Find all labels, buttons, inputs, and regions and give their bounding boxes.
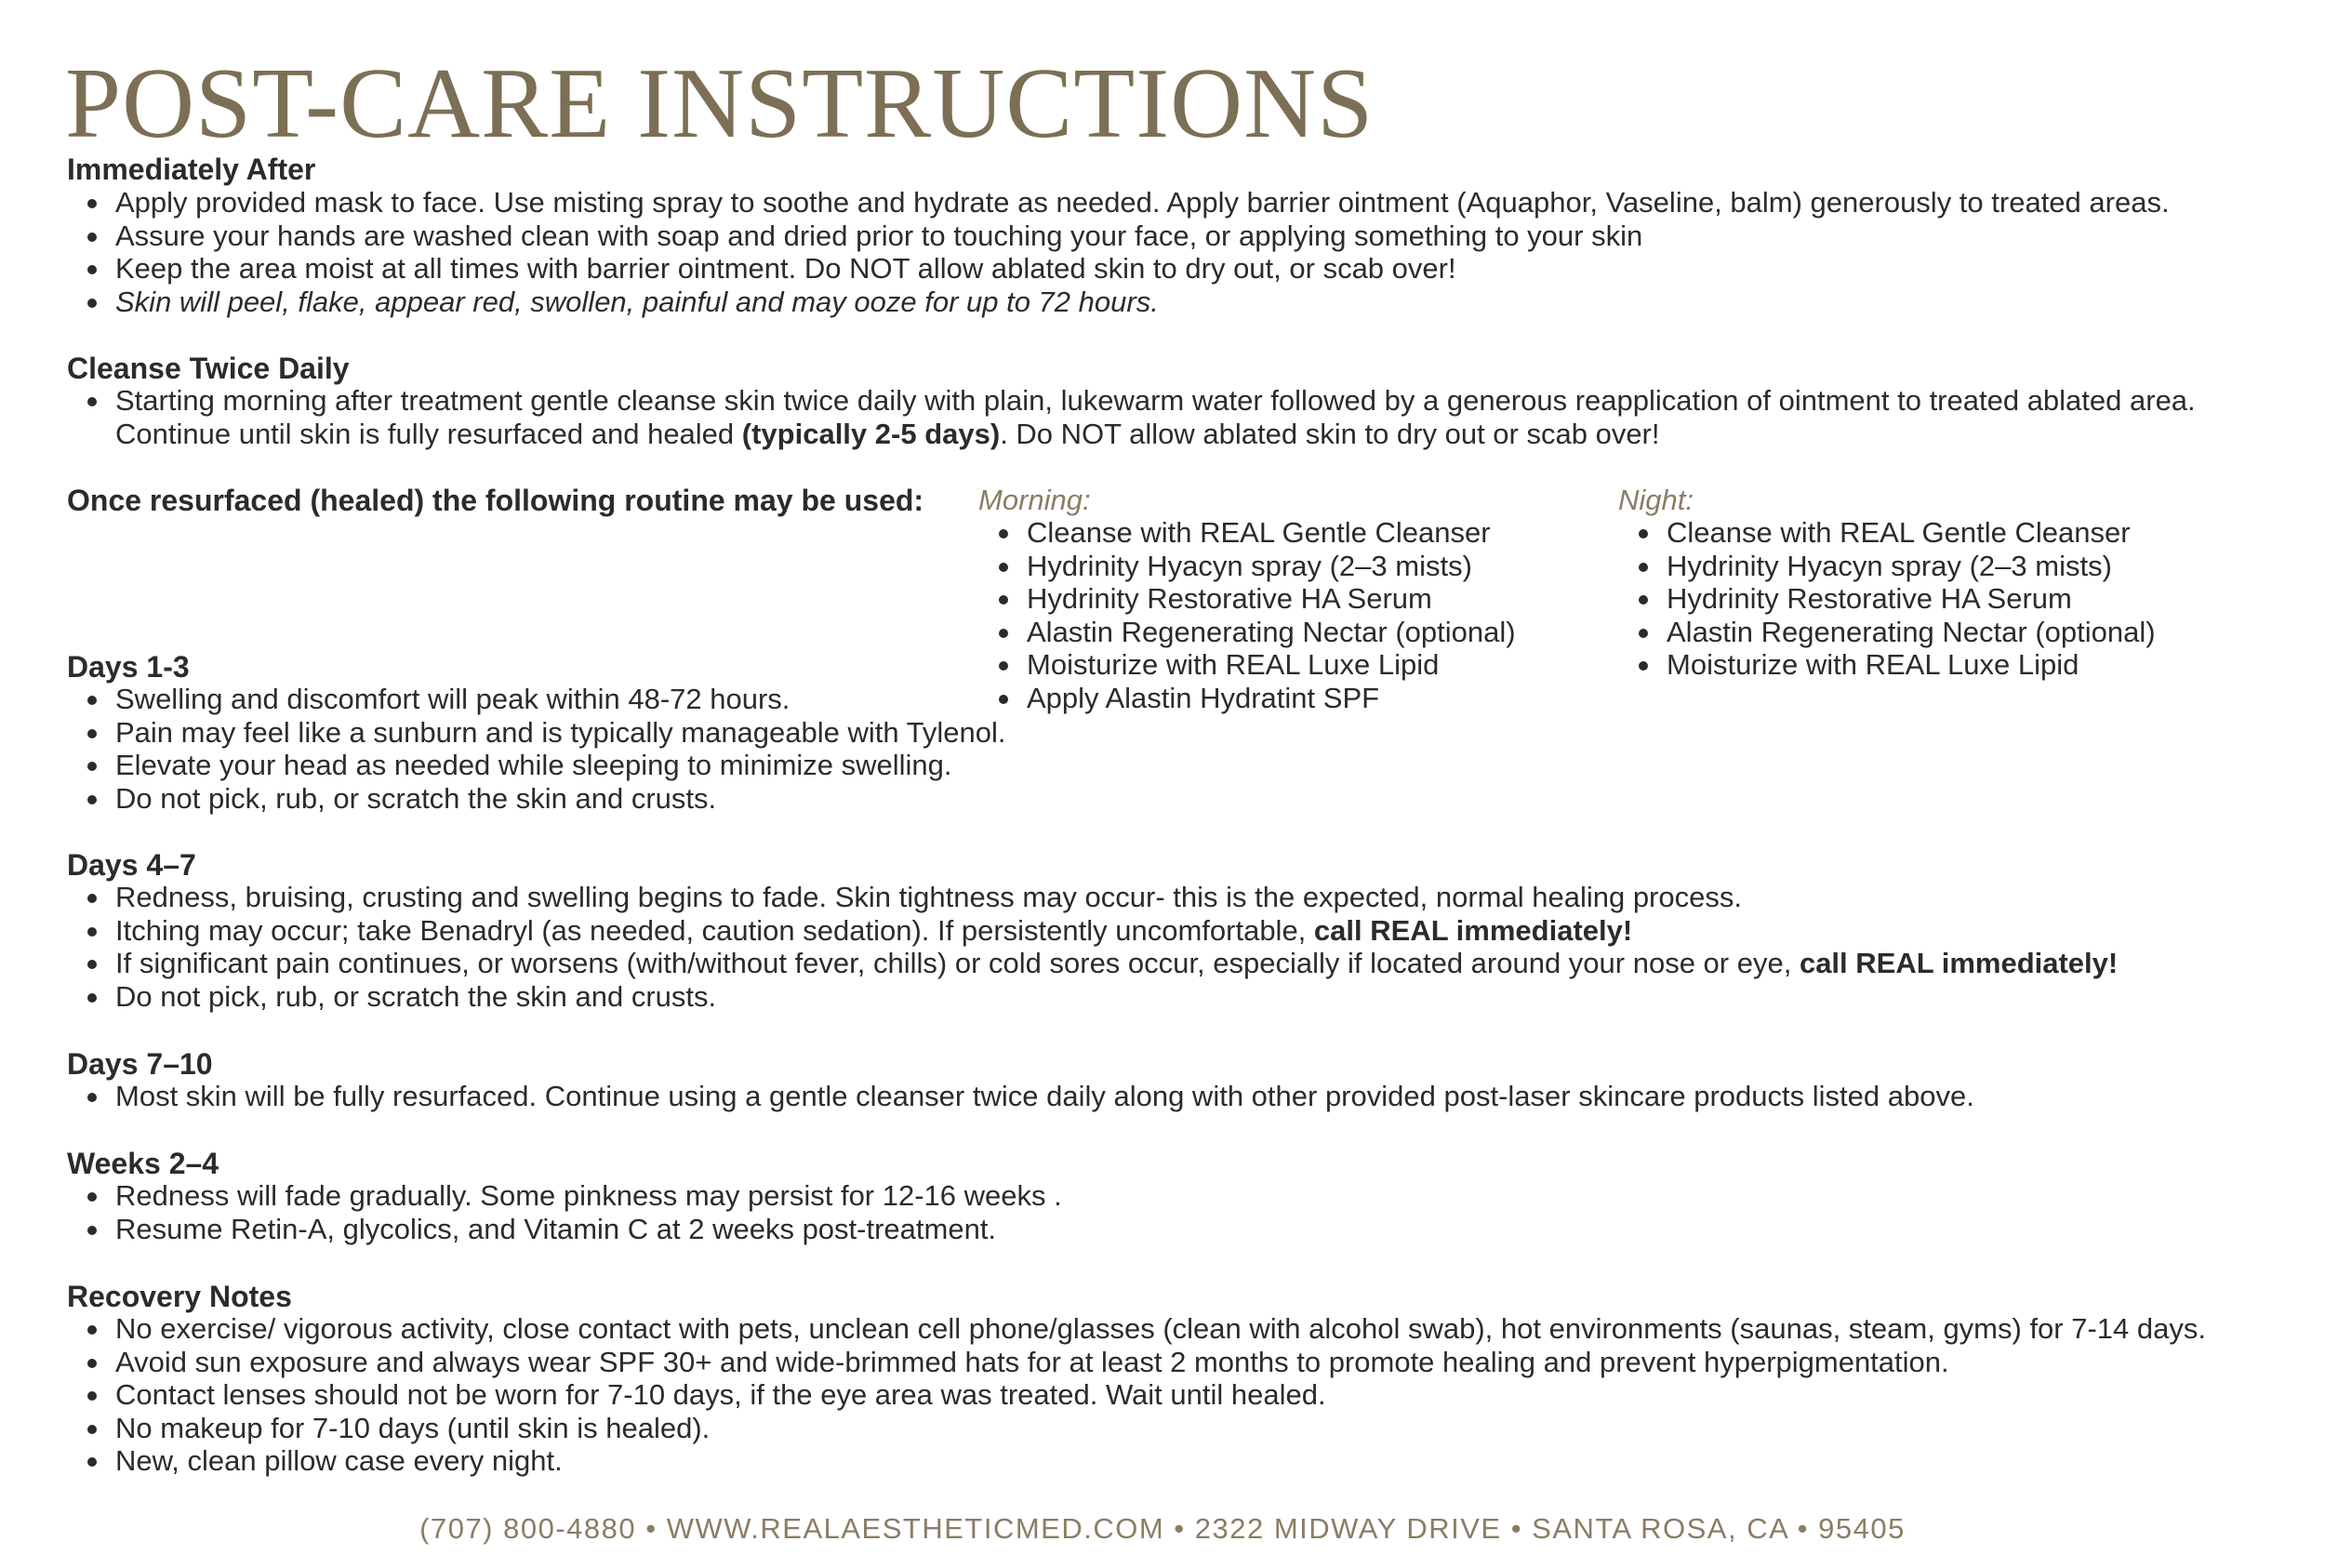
list-item: Hydrinity Restorative HA Serum bbox=[978, 582, 1516, 616]
list-item: Apply provided mask to face. Use misting spray to soothe and hydrate as needed. Apply barrier ointment (Aquaphor, Vaseline, balm) generously to treated areas. bbox=[67, 186, 2280, 219]
list-item: Hydrinity Restorative HA Serum bbox=[1618, 582, 2156, 616]
list-item bbox=[67, 384, 2292, 450]
list-item: Redness, bruising, crusting and swelling begins to fade. Skin tightness may occur- this is the expected, normal healing process. bbox=[67, 881, 2280, 914]
list-item: Resume Retin-A, glycolics, and Vitamin C at 2 weeks post-treatment. bbox=[67, 1213, 2280, 1246]
section-heading-recovery-notes: Recovery Notes bbox=[67, 1280, 292, 1313]
list-item: Skin will peel, flake, appear red, swollen, painful and may ooze for up to 72 hours. bbox=[67, 286, 2280, 319]
list-item: Assure your hands are washed clean with soap and dried prior to touching your face, or applying something to your skin bbox=[67, 219, 2280, 253]
list-item: Cleanse with REAL Gentle Cleanser bbox=[1618, 516, 2156, 550]
cleanse-text-part2: . Do NOT allow ablated skin to dry out or scab over! bbox=[1000, 417, 1660, 450]
section-heading-days-4-7: Days 4–7 bbox=[67, 848, 196, 882]
list-item: Do not pick, rub, or scratch the skin and crusts. bbox=[67, 782, 2280, 816]
days-4-7-list bbox=[67, 881, 2280, 1013]
list-item: Alastin Regenerating Nectar (optional) bbox=[1618, 616, 2156, 649]
section-heading-days-7-10: Days 7–10 bbox=[67, 1047, 213, 1081]
list-item: No exercise/ vigorous activity, close contact with pets, unclean cell phone/glasses (clean with alcohol swab), hot environments (saunas, steam, gyms) for 7-14 days. bbox=[67, 1312, 2280, 1346]
list-item: Redness will fade gradually. Some pinkness may persist for 12-16 weeks . bbox=[67, 1179, 2280, 1213]
contact-footer: (707) 800-4880 • WWW.REALAESTHETICMED.COM • 2322 MIDWAY DRIVE • SANTA ROSA, CA • 95405 bbox=[419, 1512, 1906, 1545]
pain-text: If significant pain continues, or worsens (with/without fever, chills) or cold sores occur, especially if located around your nose or eye, bbox=[115, 947, 1800, 979]
list-item: No makeup for 7-10 days (until skin is healed). bbox=[67, 1412, 2280, 1445]
list-item: Hydrinity Hyacyn spray (2–3 mists) bbox=[1618, 550, 2156, 583]
section-heading-routine: Once resurfaced (healed) the following routine may be used: bbox=[67, 484, 924, 517]
list-item: New, clean pillow case every night. bbox=[67, 1444, 2280, 1478]
list-item: Avoid sun exposure and always wear SPF 30+ and wide-brimmed hats for at least 2 months to promote healing and prevent hyperpigmentation. bbox=[67, 1346, 2280, 1379]
page-title: POST-CARE INSTRUCTIONS bbox=[65, 48, 1375, 159]
cleanse-list bbox=[67, 384, 2280, 450]
night-label: Night: bbox=[1618, 484, 1694, 516]
list-item: Hydrinity Hyacyn spray (2–3 mists) bbox=[978, 550, 1516, 583]
recovery-notes-list bbox=[67, 1312, 2280, 1478]
night-routine-list bbox=[1618, 516, 2156, 682]
section-heading-weeks-2-4: Weeks 2–4 bbox=[67, 1147, 219, 1180]
list-item: Elevate your head as needed while sleeping to minimize swelling. bbox=[67, 749, 2280, 782]
cleanse-text-bold: (typically 2-5 days) bbox=[741, 417, 1001, 450]
call-real-emphasis: call REAL immediately! bbox=[1313, 913, 1633, 947]
list-item bbox=[67, 947, 2280, 980]
section-heading-immediately-after: Immediately After bbox=[67, 153, 316, 186]
section-heading-days-1-3: Days 1-3 bbox=[67, 650, 190, 684]
list-item: Pain may feel like a sunburn and is typically manageable with Tylenol. bbox=[67, 716, 2280, 750]
immediately-after-list bbox=[67, 186, 2280, 318]
section-heading-cleanse-twice-daily: Cleanse Twice Daily bbox=[67, 352, 350, 385]
list-item: Apply Alastin Hydratint SPF bbox=[978, 682, 1516, 715]
list-item: Moisturize with REAL Luxe Lipid bbox=[978, 648, 1516, 682]
days-1-3-list bbox=[67, 683, 2280, 815]
list-item: Alastin Regenerating Nectar (optional) bbox=[978, 616, 1516, 649]
list-item: Cleanse with REAL Gentle Cleanser bbox=[978, 516, 1516, 550]
weeks-2-4-list bbox=[67, 1179, 2280, 1245]
list-item bbox=[67, 914, 2280, 948]
list-item: Swelling and discomfort will peak within 48-72 hours. bbox=[67, 683, 2280, 716]
cleanse-text-part1: Starting morning after treatment gentle cleanse skin twice daily with plain, lukewarm water followed by a generous reapplication of ointment to treated ablated area. Continue until skin is fully resurfaced and healed bbox=[115, 384, 2196, 450]
list-item: Keep the area moist at all times with barrier ointment. Do NOT allow ablated skin to dry out, or scab over! bbox=[67, 252, 2280, 286]
itching-text: Itching may occur; take Benadryl (as needed, caution sedation). If persistently uncomfortable, bbox=[115, 913, 1314, 947]
list-item: Contact lenses should not be worn for 7-10 days, if the eye area was treated. Wait until healed. bbox=[67, 1378, 2280, 1412]
days-7-10-list bbox=[67, 1080, 2280, 1113]
list-item: Most skin will be fully resurfaced. Continue using a gentle cleanser twice daily along with other provided post-laser skincare products listed above. bbox=[67, 1080, 2280, 1113]
list-item: Moisturize with REAL Luxe Lipid bbox=[1618, 648, 2156, 682]
morning-label: Morning: bbox=[978, 484, 1091, 516]
call-real-emphasis: call REAL immediately! bbox=[1799, 947, 2119, 979]
list-item: Do not pick, rub, or scratch the skin and crusts. bbox=[67, 980, 2280, 1014]
